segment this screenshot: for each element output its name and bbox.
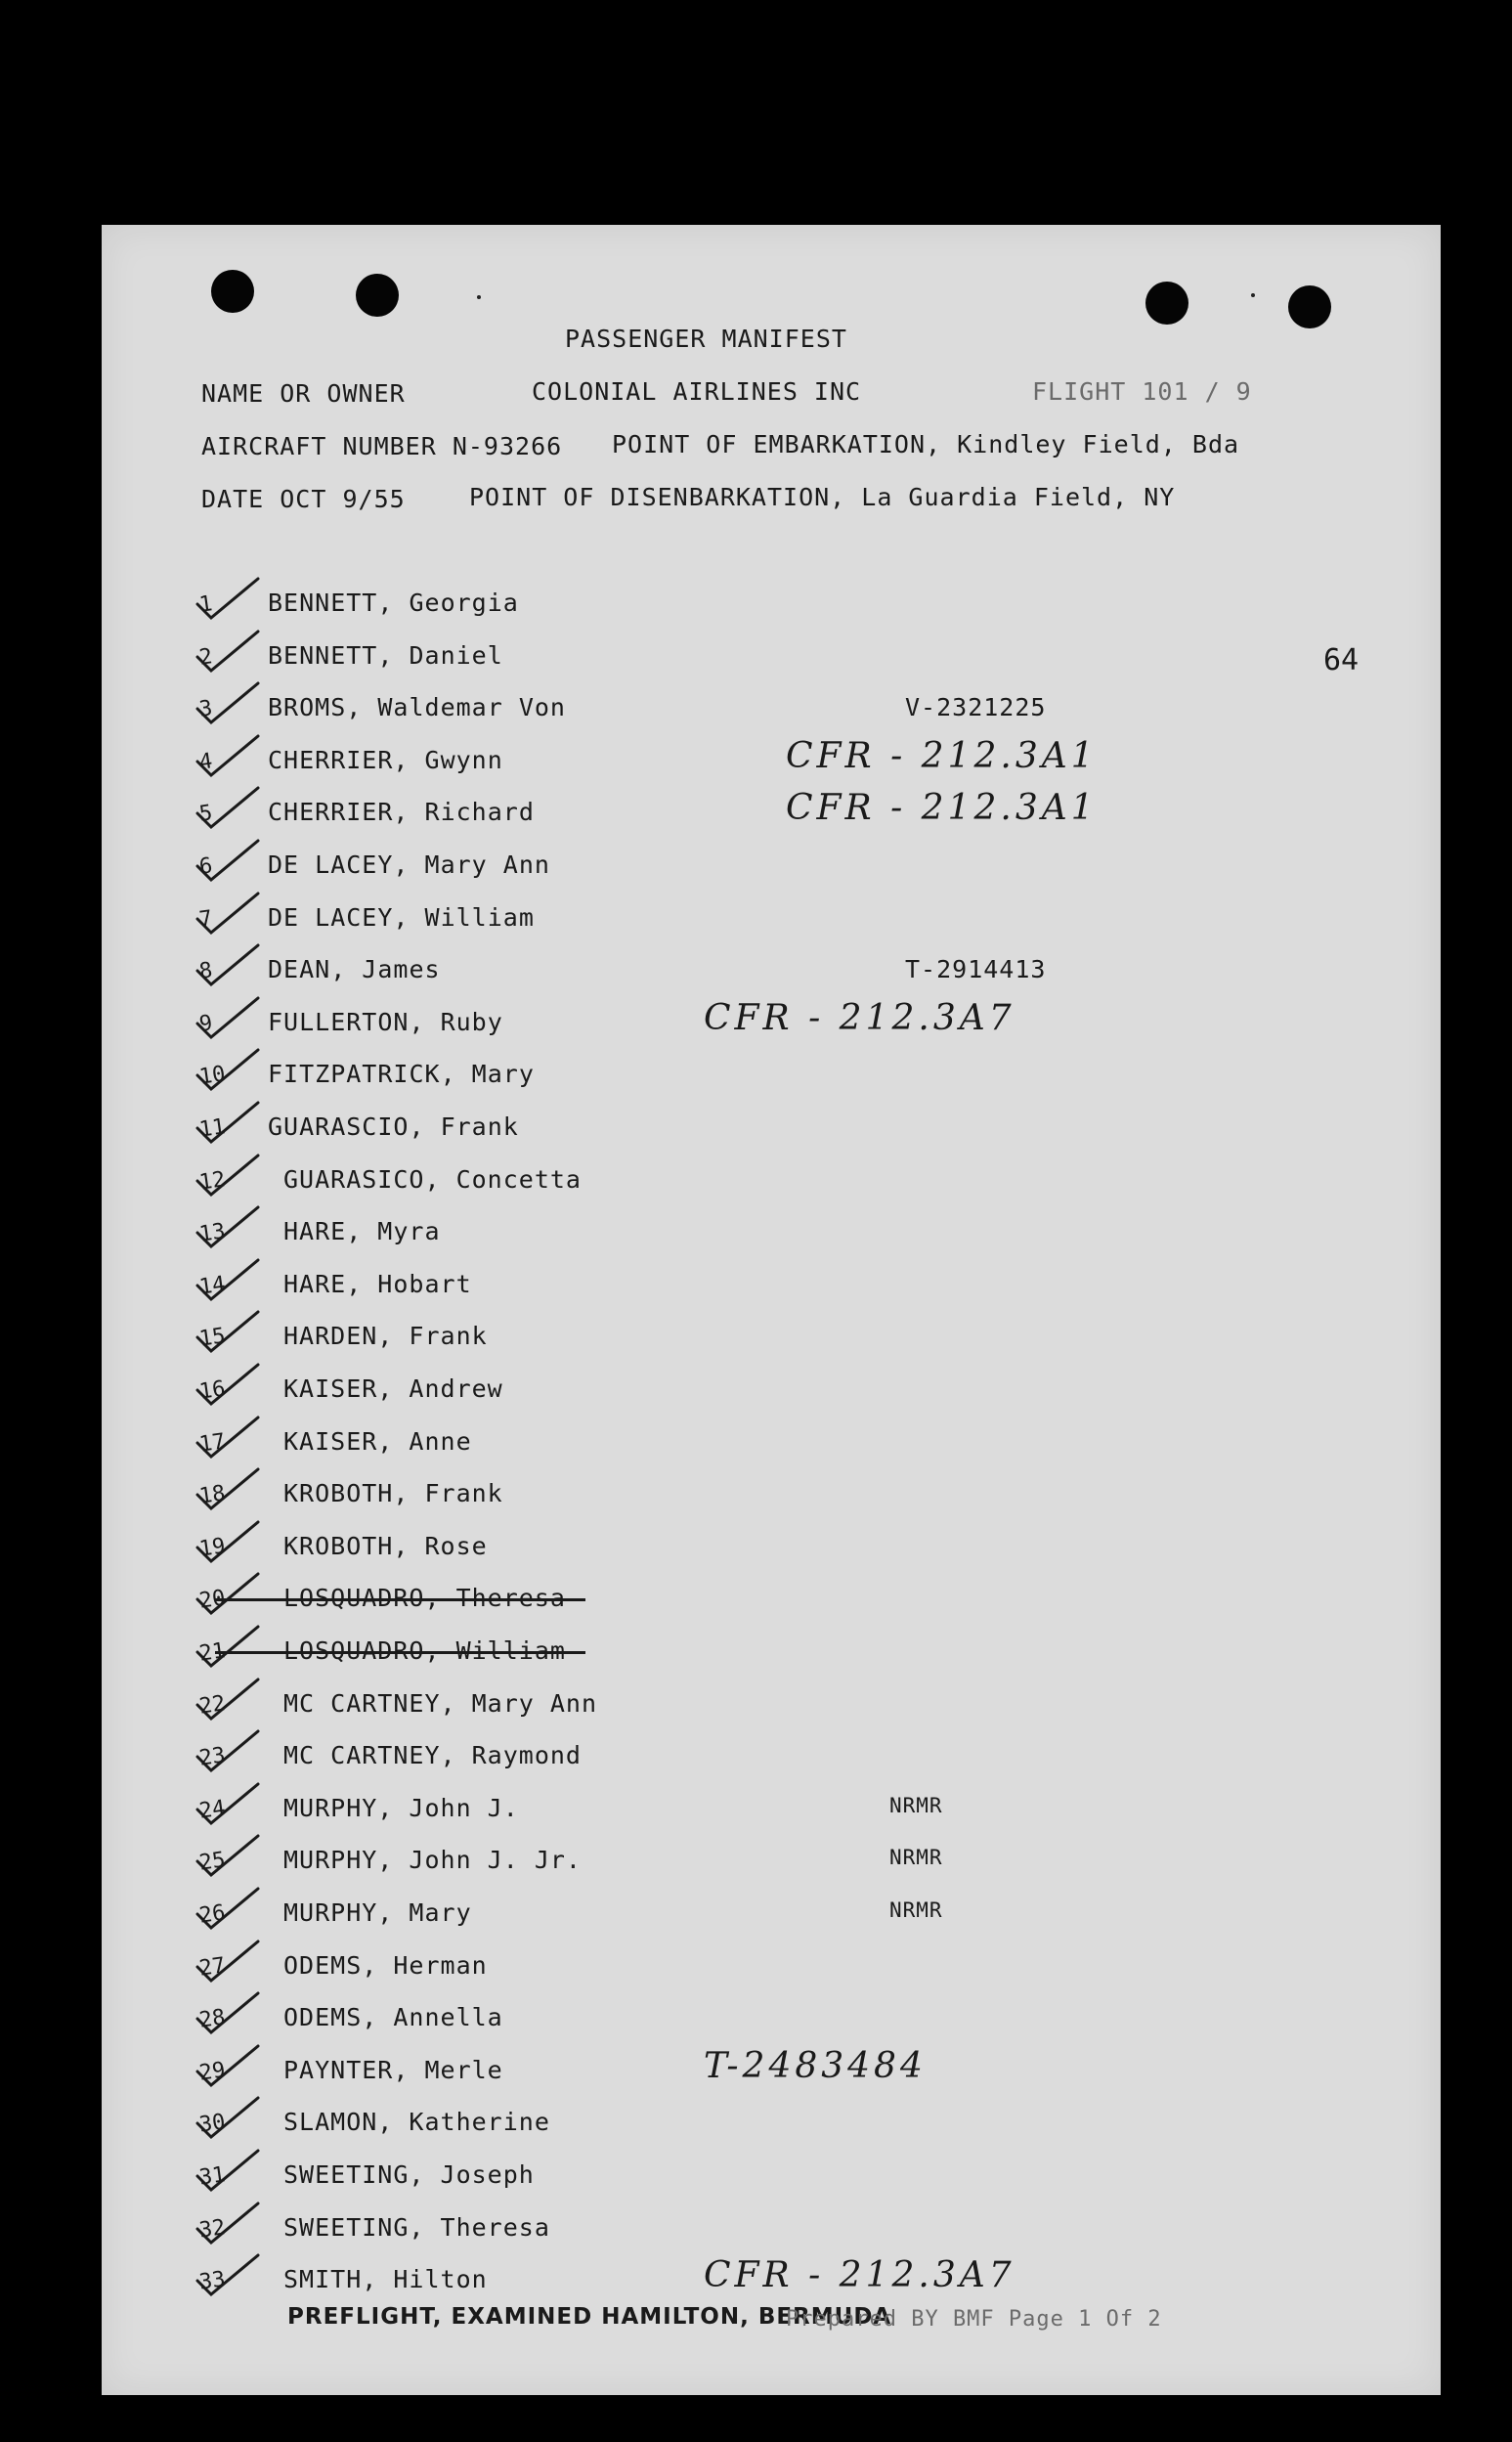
- document-title: PASSENGER MANIFEST: [565, 325, 847, 353]
- passenger-name: MC CARTNEY, Raymond: [283, 1741, 582, 1769]
- passenger-name: MC CARTNEY, Mary Ann: [283, 1689, 598, 1718]
- passenger-row: [180, 1054, 1353, 1103]
- passenger-name: HARDEN, Frank: [283, 1322, 488, 1350]
- passenger-name: DEAN, James: [268, 955, 441, 983]
- passenger-note: T-2914413: [905, 955, 1047, 983]
- passenger-row: [180, 1369, 1353, 1417]
- passenger-name: ODEMS, Herman: [283, 1951, 488, 1980]
- passenger-number: 14: [197, 1272, 228, 1300]
- passenger-name: KROBOTH, Frank: [283, 1479, 503, 1507]
- passenger-number: 18: [197, 1481, 228, 1509]
- passenger-name: KAISER, Andrew: [283, 1374, 503, 1403]
- punch-hole: [211, 270, 254, 313]
- passenger-number: 16: [197, 1376, 228, 1405]
- passenger-name: ODEMS, Annella: [283, 2003, 503, 2031]
- passenger-note: CFR - 212.3A1: [786, 736, 1098, 776]
- passenger-row: [180, 1264, 1353, 1313]
- passenger-note: NRMR: [889, 1898, 943, 1922]
- passenger-number: 3: [197, 696, 214, 722]
- passenger-row: [180, 949, 1353, 998]
- passenger-number: 32: [197, 2215, 228, 2244]
- passenger-name: GUARASICO, Concetta: [283, 1165, 582, 1194]
- passenger-name: FITZPATRICK, Mary: [268, 1060, 535, 1088]
- passenger-name: BENNETT, Georgia: [268, 589, 519, 617]
- speck: [477, 295, 481, 299]
- passenger-row: [180, 1421, 1353, 1470]
- passenger-row: [180, 1893, 1353, 1941]
- passenger-name: BROMS, Waldemar Von: [268, 693, 566, 721]
- passenger-row: [180, 1526, 1353, 1575]
- handwritten-page-mark: 64: [1323, 643, 1360, 677]
- passenger-note: CFR - 212.3A7: [704, 2255, 1015, 2295]
- passenger-name: GUARASCIO, Frank: [268, 1112, 519, 1141]
- passenger-number: 5: [197, 801, 214, 827]
- passenger-number: 9: [197, 1011, 214, 1037]
- passenger-name: DE LACEY, William: [268, 903, 535, 932]
- passenger-name: MURPHY, John J. Jr.: [283, 1846, 582, 1874]
- passenger-row: [180, 1107, 1353, 1156]
- passenger-number: 13: [197, 1219, 228, 1247]
- passenger-name: SLAMON, Katherine: [283, 2108, 550, 2136]
- passenger-name: MURPHY, Mary: [283, 1898, 472, 1927]
- passenger-note: NRMR: [889, 1846, 943, 1869]
- owner-label: NAME OR OWNER: [201, 379, 406, 408]
- passenger-number: 6: [197, 853, 214, 880]
- passenger-number: 7: [197, 906, 214, 933]
- passenger-number: 1: [197, 591, 214, 618]
- manifest-page: [102, 225, 1441, 2395]
- passenger-name: LOSQUADRO, William: [283, 1636, 566, 1665]
- passenger-note: V-2321225: [905, 693, 1047, 721]
- punch-hole: [1145, 282, 1188, 325]
- passenger-number: 10: [197, 1062, 228, 1090]
- speck: [1251, 293, 1255, 297]
- passenger-number: 20: [197, 1586, 228, 1614]
- passenger-row: [180, 1997, 1353, 2046]
- passenger-row: [180, 1945, 1353, 1994]
- punch-hole: [1288, 285, 1331, 328]
- passenger-number: 29: [197, 2058, 228, 2086]
- passenger-row: [180, 2255, 1353, 2308]
- passenger-number: 4: [197, 749, 214, 775]
- passenger-number: 17: [197, 1429, 228, 1458]
- passenger-row: [180, 583, 1353, 632]
- passenger-number: 27: [197, 1953, 228, 1982]
- passenger-number: 28: [197, 2005, 228, 2033]
- passenger-row: [180, 2102, 1353, 2151]
- embarkation-point: POINT OF EMBARKATION, Kindley Field, Bda: [612, 430, 1240, 458]
- passenger-note: T-2483484: [704, 2046, 927, 2086]
- flight-number: FLIGHT 101 / 9: [1032, 377, 1252, 406]
- passenger-row: [180, 1316, 1353, 1365]
- passenger-name: PAYNTER, Merle: [283, 2056, 503, 2084]
- passenger-name: SMITH, Hilton: [283, 2265, 488, 2293]
- passenger-row: [180, 845, 1353, 894]
- passenger-number: 2: [197, 644, 214, 671]
- passenger-name: CHERRIER, Richard: [268, 798, 535, 826]
- manifest-date: DATE OCT 9/55: [201, 485, 406, 513]
- passenger-row: [180, 1735, 1353, 1784]
- passenger-name: CHERRIER, Gwynn: [268, 746, 503, 774]
- passenger-row: [180, 687, 1353, 736]
- passenger-note: CFR - 212.3A1: [786, 788, 1098, 828]
- passenger-name: HARE, Hobart: [283, 1270, 472, 1298]
- passenger-number: 24: [197, 1796, 228, 1824]
- passenger-number: 23: [197, 1743, 228, 1771]
- footer-preflight: PREFLIGHT, EXAMINED HAMILTON, BERMUDA: [287, 2304, 892, 2330]
- passenger-name: BENNETT, Daniel: [268, 641, 503, 670]
- aircraft-number: AIRCRAFT NUMBER N-93266: [201, 432, 563, 460]
- passenger-number: 21: [197, 1638, 228, 1667]
- passenger-row: [180, 1473, 1353, 1522]
- passenger-row: [180, 2207, 1353, 2256]
- passenger-row: [180, 1211, 1353, 1260]
- passenger-number: 30: [197, 2110, 228, 2138]
- passenger-row: [180, 1159, 1353, 1208]
- passenger-note: CFR - 212.3A7: [704, 998, 1015, 1038]
- passenger-note: NRMR: [889, 1794, 943, 1817]
- passenger-name: HARE, Myra: [283, 1217, 441, 1245]
- passenger-row: [180, 788, 1353, 841]
- passenger-name: KROBOTH, Rose: [283, 1532, 488, 1560]
- disembarkation-point: POINT OF DISENBARKATION, La Guardia Field, NY: [469, 483, 1176, 511]
- passenger-row: [180, 1631, 1353, 1679]
- passenger-name: LOSQUADRO, Theresa: [283, 1584, 566, 1612]
- passenger-row: [180, 635, 1353, 684]
- passenger-name: DE LACEY, Mary Ann: [268, 850, 550, 879]
- passenger-row: [180, 998, 1353, 1051]
- passenger-number: 12: [197, 1167, 228, 1196]
- passenger-name: FULLERTON, Ruby: [268, 1008, 503, 1036]
- passenger-name: MURPHY, John J.: [283, 1794, 519, 1822]
- passenger-number: 15: [197, 1324, 228, 1352]
- passenger-row: [180, 2046, 1353, 2099]
- passenger-row: [180, 897, 1353, 946]
- passenger-row: [180, 1840, 1353, 1889]
- passenger-number: 33: [197, 2267, 228, 2295]
- passenger-row: [180, 1683, 1353, 1732]
- passenger-row: [180, 1788, 1353, 1837]
- punch-hole: [356, 274, 399, 317]
- passenger-number: 31: [197, 2162, 228, 2191]
- passenger-name: SWEETING, Joseph: [283, 2160, 535, 2189]
- passenger-number: 19: [197, 1534, 228, 1562]
- passenger-number: 26: [197, 1900, 228, 1929]
- passenger-number: 8: [197, 958, 214, 984]
- passenger-number: 11: [197, 1114, 228, 1143]
- passenger-number: 22: [197, 1691, 228, 1720]
- passenger-row: [180, 736, 1353, 789]
- passenger-number: 25: [197, 1848, 228, 1876]
- footer-prepared: Prepared BY BMF Page 1 Of 2: [786, 2307, 1162, 2332]
- owner-value: COLONIAL AIRLINES INC: [532, 377, 862, 406]
- passenger-row: [180, 1578, 1353, 1627]
- passenger-name: KAISER, Anne: [283, 1427, 472, 1456]
- passenger-name: SWEETING, Theresa: [283, 2213, 550, 2242]
- passenger-row: [180, 2155, 1353, 2203]
